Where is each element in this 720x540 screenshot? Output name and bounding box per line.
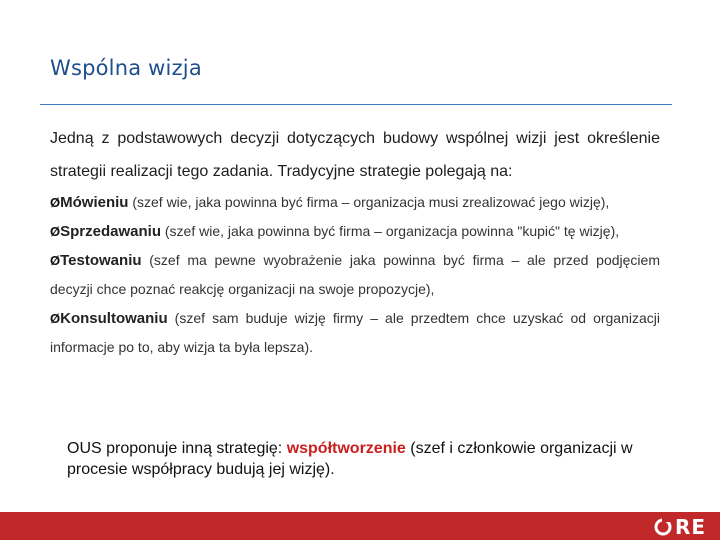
bullet-text: (szef wie, jaka powinna być firma – organizacja powinna "kupić" tę wizję), (160, 223, 620, 239)
slide-title: Wspólna wizja (50, 56, 202, 80)
arrow-bullet-icon: Ø (50, 195, 61, 210)
conclusion-tail: (szef i członkowie organizacji w procesie współpracy budują jej wizję). (67, 440, 633, 478)
bullet-text: (szef sam buduje wizję firmy – ale przedtem chce uzyskać od organizacji informacje po to, aby wizja ta była lepsza). (50, 310, 660, 355)
bullet-term: Mówieniu (60, 194, 129, 211)
title-divider (40, 104, 672, 105)
conclusion-highlight: współtworzenie (286, 440, 406, 457)
bullet-item (50, 246, 660, 304)
arrow-bullet-icon: Ø (50, 253, 61, 268)
conclusion-paragraph (67, 438, 697, 480)
bullet-item (50, 217, 660, 246)
logo-text: RE (674, 515, 706, 539)
arrow-bullet-icon: Ø (50, 311, 61, 326)
bullet-item (50, 304, 660, 362)
ore-logo-icon (653, 517, 673, 537)
intro-paragraph: Jedną z podstawowych decyzji dotyczących budowy wspólnej wizji jest określenie strategii realizacji tego zadania. Tradycyjne strategie polegają na: (50, 130, 660, 180)
bullet-item (50, 188, 660, 217)
footer-bar (0, 512, 720, 540)
bullet-term: Sprzedawaniu (60, 223, 161, 240)
slide-body (50, 122, 660, 362)
bullet-term: Konsultowaniu (60, 310, 168, 327)
bullet-text: (szef wie, jaka powinna być firma – organizacja musi zrealizować jego wizję), (128, 194, 610, 210)
bullet-text: (szef ma pewne wyobrażenie jaka powinna być firma – ale przed podjęciem decyzji chce poznać reakcję organizacji na swoje propozycje), (50, 252, 660, 297)
arrow-bullet-icon: Ø (50, 224, 61, 239)
ore-logo (653, 515, 706, 539)
conclusion-lead: OUS proponuje inną strategię: (67, 440, 287, 457)
bullet-term: Testowaniu (60, 252, 142, 269)
